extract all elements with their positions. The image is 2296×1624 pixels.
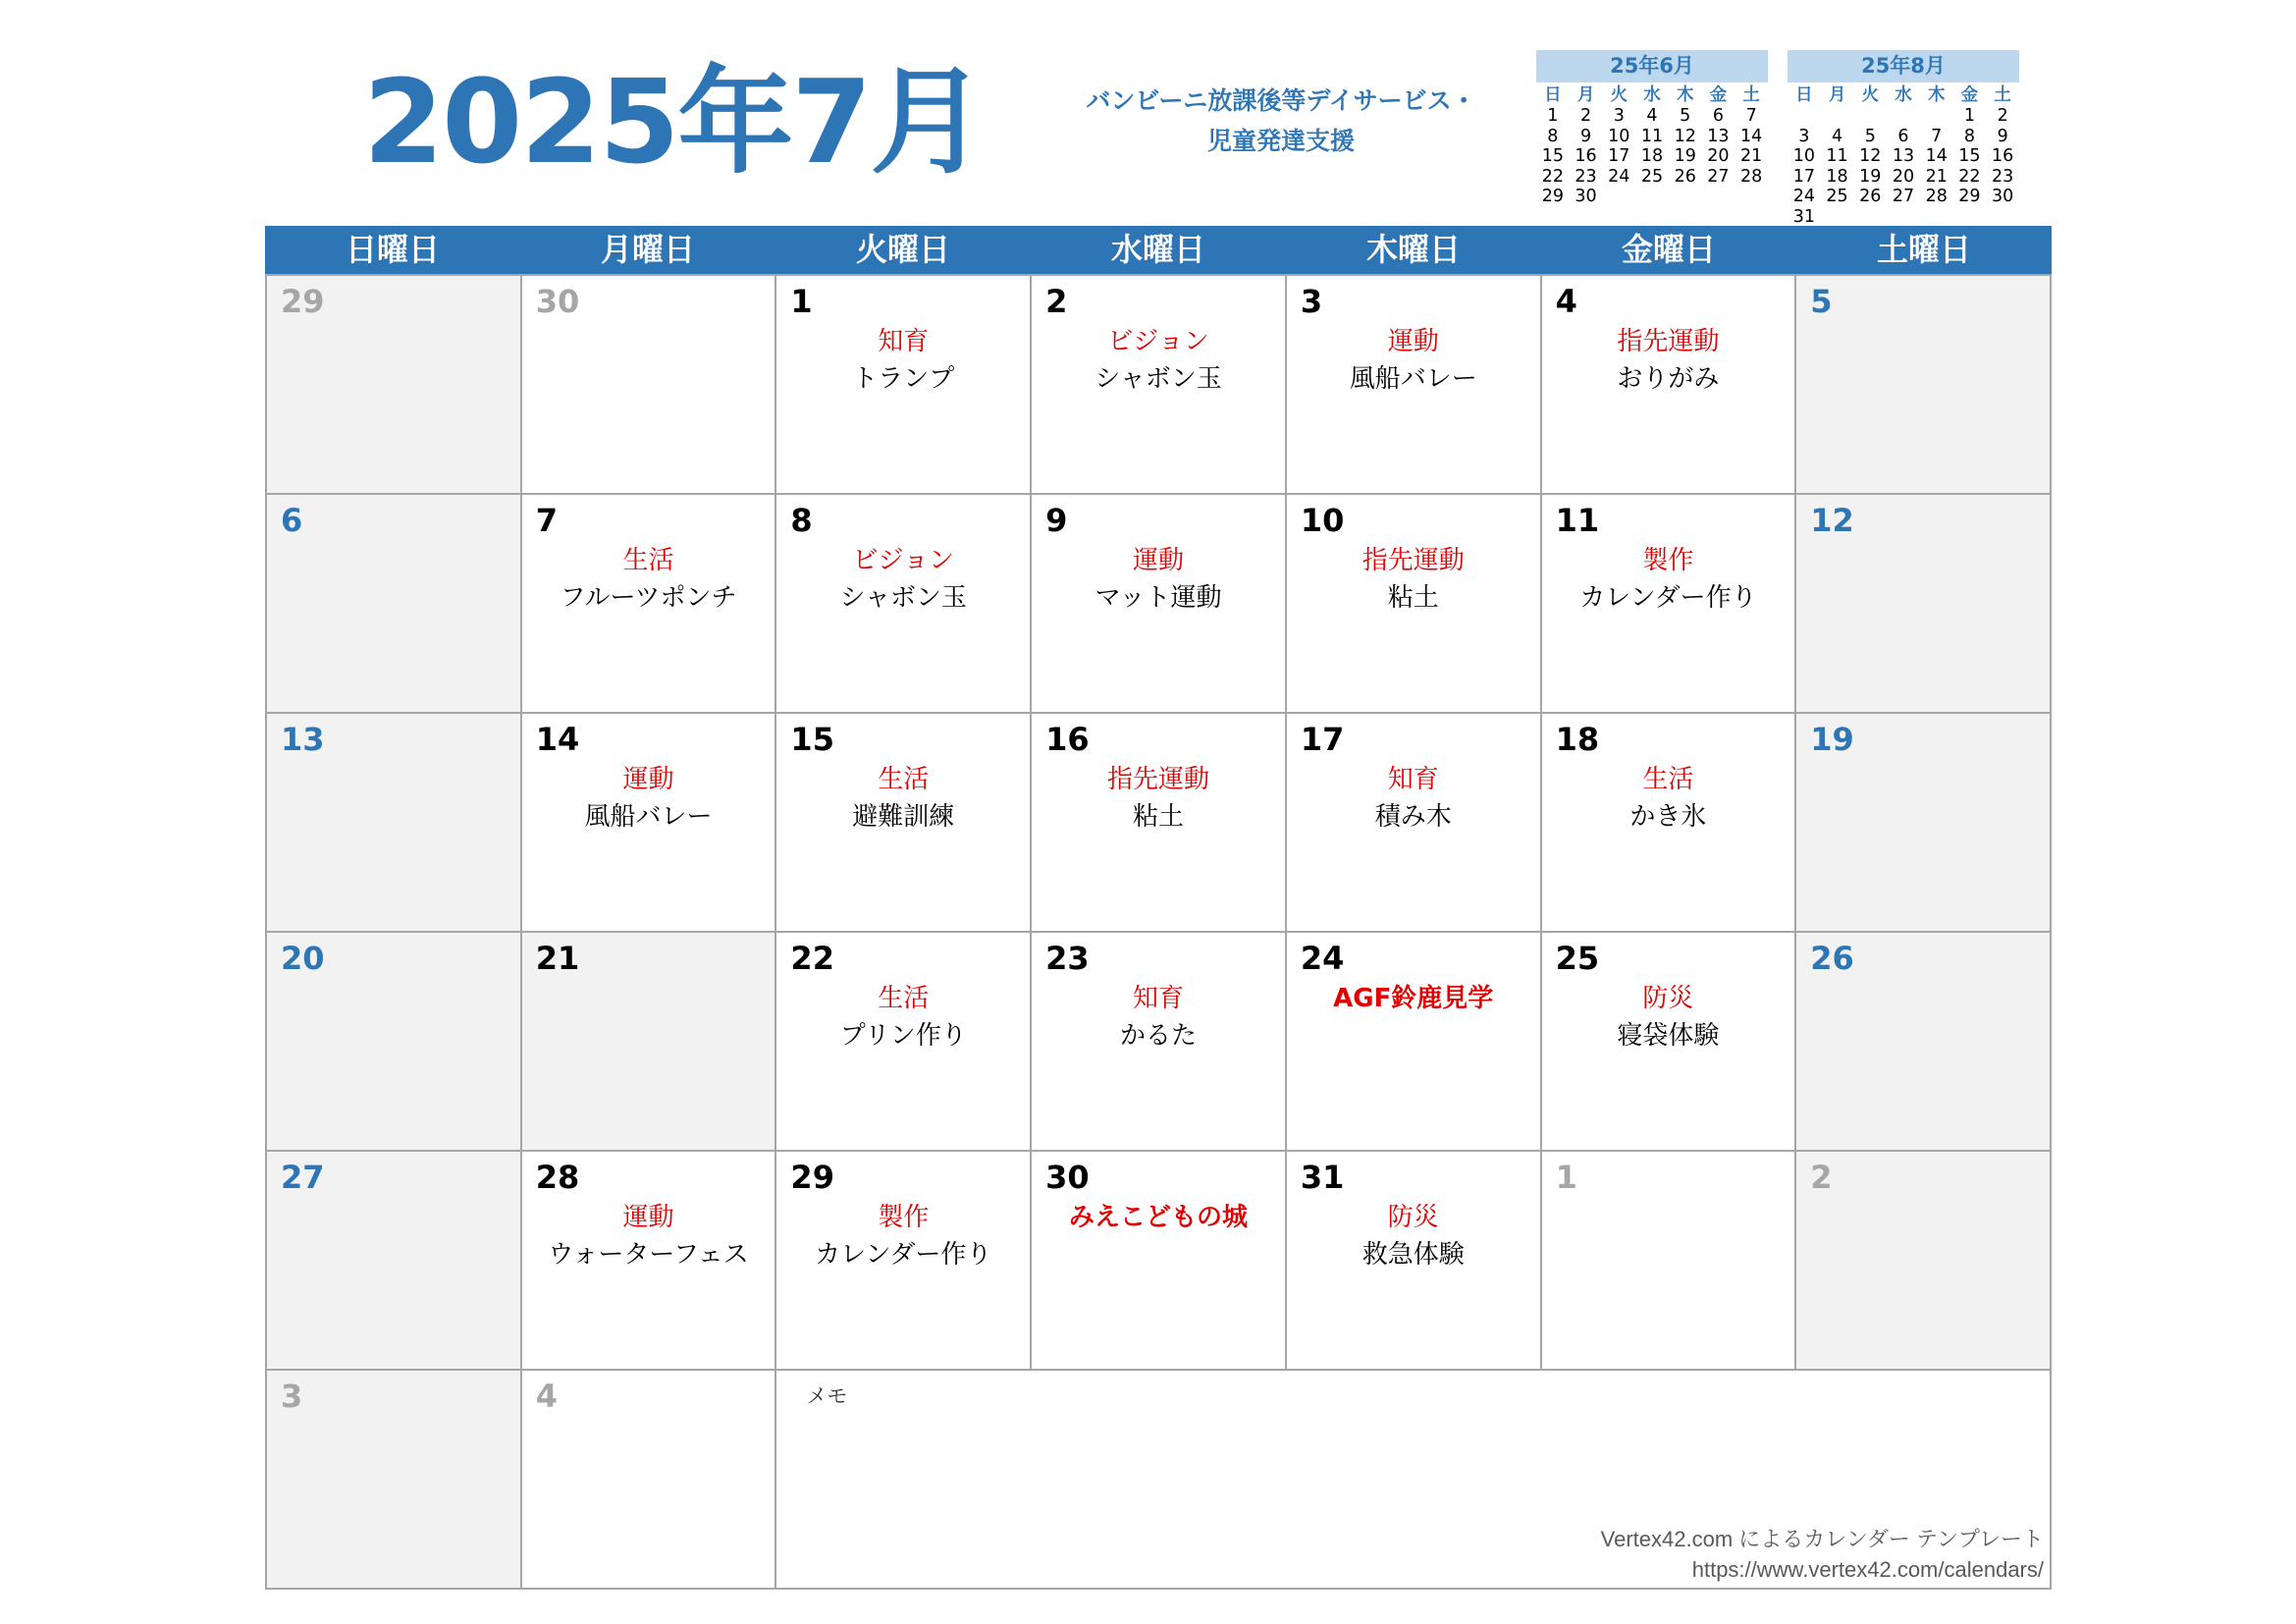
- day-cell[interactable]: [1796, 276, 2052, 495]
- mini-day: 11: [1640, 126, 1664, 146]
- event-category: 知育: [878, 327, 930, 356]
- mini-day: 28: [1740, 166, 1763, 187]
- template-credit: [1601, 1524, 2044, 1585]
- mini-weekday: 日: [1795, 85, 1813, 105]
- mini-day: 10: [1608, 126, 1630, 146]
- page-title: 2025年7月: [363, 54, 985, 189]
- event-category: 知育: [1132, 984, 1184, 1013]
- event-category: ビジョン: [1107, 327, 1209, 356]
- mini-day: 13: [1707, 126, 1730, 146]
- memo-area[interactable]: [776, 1371, 2052, 1590]
- day-cell[interactable]: [522, 495, 777, 714]
- mini-day: 7: [1931, 126, 1943, 146]
- mini-day: 3: [1798, 126, 1810, 146]
- mini-day: [1986, 207, 2019, 228]
- day-cell[interactable]: [522, 714, 777, 933]
- day-number: 20: [281, 940, 325, 977]
- mini-day: 8: [1547, 126, 1559, 146]
- mini-day: 14: [1740, 126, 1763, 146]
- mini-weekday: 金: [1709, 85, 1728, 105]
- day-number: 7: [535, 502, 558, 539]
- day-cell[interactable]: [1542, 495, 1797, 714]
- event-activity: 風船バレー: [1349, 364, 1477, 394]
- event-category: 製作: [878, 1203, 930, 1232]
- mini-calendar-title: 25年6月: [1536, 50, 1768, 82]
- mini-day: 29: [1958, 187, 1981, 206]
- event-category: ビジョン: [852, 546, 955, 575]
- event-activity: かるた: [1119, 1021, 1197, 1051]
- organization-name: [1070, 81, 1492, 161]
- day-cell[interactable]: [776, 714, 1032, 933]
- day-cell[interactable]: [1032, 276, 1287, 495]
- month-calendar: [265, 226, 2052, 1590]
- mini-day: 4: [1646, 106, 1658, 126]
- event-category: 運動: [622, 765, 674, 794]
- day-number: 19: [1810, 721, 1854, 758]
- mini-day: 19: [1859, 166, 1882, 187]
- mini-day: 20: [1892, 166, 1915, 187]
- mini-day: 3: [1613, 106, 1625, 126]
- day-cell[interactable]: [1287, 495, 1542, 714]
- mini-day: 23: [1575, 166, 1597, 187]
- mini-day: 15: [1541, 146, 1564, 166]
- day-number: 6: [281, 502, 303, 539]
- event-activity: 積み木: [1374, 802, 1452, 832]
- day-number: 31: [1300, 1159, 1345, 1196]
- credit-url[interactable]: https://www.vertex42.com/calendars/: [1691, 1557, 2044, 1582]
- mini-day: 27: [1892, 187, 1915, 206]
- day-cell[interactable]: [522, 933, 777, 1152]
- event-activity: おりがみ: [1617, 364, 1720, 394]
- day-cell[interactable]: [1542, 276, 1797, 495]
- mini-day: 21: [1925, 166, 1948, 187]
- day-number: 21: [535, 940, 580, 977]
- day-cell[interactable]: [1796, 933, 2052, 1152]
- mini-day: 6: [1897, 126, 1909, 146]
- mini-day: 9: [1579, 126, 1592, 146]
- mini-day: 18: [1826, 166, 1848, 187]
- day-number: 28: [535, 1159, 580, 1196]
- day-cell[interactable]: [776, 933, 1032, 1152]
- mini-day: 29: [1541, 187, 1564, 206]
- mini-day: 25: [1826, 187, 1848, 206]
- mini-day: 16: [1575, 146, 1597, 166]
- memo-label: メモ: [806, 1384, 848, 1408]
- mini-weekday: 木: [1676, 85, 1694, 105]
- day-cell[interactable]: [267, 495, 522, 714]
- day-cell[interactable]: [1287, 714, 1542, 933]
- mini-weekday: 月: [1828, 85, 1846, 105]
- day-number: 30: [535, 283, 580, 320]
- day-cell[interactable]: [267, 1371, 522, 1590]
- day-cell[interactable]: [1032, 933, 1287, 1152]
- mini-day: 5: [1680, 106, 1691, 126]
- day-cell[interactable]: [267, 276, 522, 495]
- mini-weekday: 土: [1994, 85, 2011, 105]
- day-number: 5: [1810, 283, 1833, 320]
- event-activity: シャボン玉: [839, 583, 968, 613]
- event-category: 生活: [1642, 765, 1694, 794]
- weekday-header: 火曜日: [855, 231, 950, 268]
- mini-weekday: 水: [1643, 85, 1661, 105]
- mini-day: 24: [1608, 166, 1630, 187]
- event-category: 製作: [1642, 546, 1694, 575]
- mini-day: 15: [1958, 146, 1981, 166]
- mini-day: [1669, 187, 1702, 207]
- mini-day: 27: [1707, 166, 1730, 187]
- day-number: 8: [790, 502, 813, 539]
- mini-day: 5: [1864, 126, 1876, 146]
- mini-day: 26: [1859, 187, 1882, 206]
- day-cell[interactable]: [1542, 933, 1797, 1152]
- day-number: 27: [281, 1159, 325, 1196]
- mini-day: [1821, 207, 1854, 228]
- event-activity: かき氷: [1629, 802, 1707, 832]
- event-activity: 救急体験: [1362, 1240, 1465, 1270]
- day-number: 22: [790, 940, 834, 977]
- event-category: 指先運動: [1362, 546, 1465, 575]
- event-category: みえこどもの城: [1068, 1203, 1248, 1232]
- event-activity: 粘土: [1132, 802, 1184, 832]
- day-number: 4: [1555, 283, 1577, 320]
- day-grid: [265, 274, 2052, 1590]
- mini-day: [1788, 106, 1821, 127]
- day-cell[interactable]: [776, 276, 1032, 495]
- weekday-header: 土曜日: [1876, 231, 1971, 268]
- event-category: 生活: [622, 546, 674, 575]
- mini-day: [1920, 106, 1953, 127]
- day-number: 2: [1810, 1159, 1833, 1196]
- mini-day: 16: [1992, 146, 2014, 166]
- event-category: 運動: [1132, 546, 1184, 575]
- weekday-header: 木曜日: [1365, 231, 1461, 268]
- mini-day: [1821, 106, 1854, 127]
- day-number: 25: [1555, 940, 1600, 977]
- mini-weekday: 木: [1927, 85, 1946, 105]
- event-activity: 粘土: [1387, 583, 1439, 613]
- mini-day: 4: [1831, 126, 1843, 146]
- day-cell[interactable]: [776, 1152, 1032, 1371]
- day-number: 9: [1045, 502, 1068, 539]
- day-cell[interactable]: [1287, 933, 1542, 1152]
- event-category: 運動: [1387, 327, 1439, 356]
- mini-day: 31: [1792, 206, 1815, 227]
- mini-day: 28: [1925, 187, 1948, 206]
- mini-day: [1887, 207, 1920, 228]
- mini-day: 14: [1925, 146, 1948, 166]
- day-number: 1: [1555, 1159, 1577, 1196]
- day-number: 2: [1045, 283, 1068, 320]
- event-activity: マット運動: [1095, 583, 1222, 613]
- mini-day: 8: [1963, 126, 1975, 146]
- event-activity: カレンダー作り: [815, 1240, 992, 1270]
- mini-day: [1635, 187, 1669, 207]
- mini-day: 1: [1963, 106, 1975, 126]
- mini-day: 23: [1992, 166, 2014, 187]
- event-category: 指先運動: [1106, 765, 1209, 794]
- day-number: 29: [281, 283, 325, 320]
- event-category: 指先運動: [1617, 327, 1720, 356]
- day-cell[interactable]: [1032, 1152, 1287, 1371]
- mini-day: 1: [1547, 106, 1559, 126]
- day-cell[interactable]: [1542, 714, 1797, 933]
- event-category: 生活: [878, 765, 930, 794]
- day-number: 11: [1555, 502, 1600, 539]
- event-category: 生活: [878, 984, 930, 1013]
- mini-weekday: 金: [1960, 85, 1979, 105]
- mini-day: 18: [1640, 146, 1664, 166]
- mini-day: 22: [1541, 166, 1564, 187]
- mini-calendar-grid: [1536, 84, 1768, 207]
- mini-day: 26: [1674, 166, 1696, 187]
- day-number: 13: [281, 721, 325, 758]
- event-category: 知育: [1387, 765, 1439, 794]
- mini-weekday: 日: [1544, 85, 1562, 105]
- mini-day: 6: [1712, 106, 1724, 126]
- mini-calendar-next: [1788, 50, 2019, 227]
- day-number: 14: [535, 721, 580, 758]
- day-number: 18: [1555, 721, 1600, 758]
- event-activity: 避難訓練: [852, 802, 955, 832]
- mini-weekday: 水: [1895, 85, 1912, 105]
- mini-day: 20: [1707, 146, 1730, 166]
- mini-day: 13: [1892, 146, 1915, 166]
- mini-day: 19: [1674, 146, 1696, 166]
- day-cell[interactable]: [1287, 1152, 1542, 1371]
- mini-day: 25: [1640, 166, 1664, 187]
- mini-weekday: 月: [1576, 85, 1595, 105]
- day-number: 3: [281, 1378, 303, 1415]
- mini-day: [1702, 187, 1735, 207]
- event-category: AGF鈴鹿見学: [1333, 984, 1494, 1013]
- event-category: 防災: [1642, 984, 1694, 1013]
- mini-weekday: 土: [1742, 85, 1760, 105]
- day-number: 16: [1045, 721, 1090, 758]
- mini-day: 12: [1674, 126, 1696, 146]
- event-activity: 風船バレー: [584, 802, 713, 832]
- day-cell[interactable]: [1796, 714, 2052, 933]
- event-activity: 寝袋体験: [1617, 1021, 1720, 1051]
- day-number: 1: [790, 283, 813, 320]
- day-cell[interactable]: [267, 933, 522, 1152]
- day-number: 23: [1045, 940, 1090, 977]
- mini-day: 21: [1740, 146, 1763, 166]
- mini-day: [1853, 106, 1887, 127]
- organization-name-line-2: 児童発達支援: [1206, 127, 1355, 155]
- weekday-header: 日曜日: [345, 231, 440, 268]
- event-category: 運動: [622, 1203, 674, 1232]
- day-number: 17: [1300, 721, 1345, 758]
- day-cell[interactable]: [776, 495, 1032, 714]
- day-cell[interactable]: [522, 1371, 777, 1590]
- mini-weekday: 火: [1610, 85, 1629, 105]
- weekday-header: 月曜日: [600, 231, 695, 268]
- day-cell[interactable]: [522, 1152, 777, 1371]
- day-cell[interactable]: [1287, 276, 1542, 495]
- day-cell[interactable]: [1032, 495, 1287, 714]
- day-cell[interactable]: [1032, 714, 1287, 933]
- day-number: 12: [1810, 502, 1854, 539]
- weekday-header-row: [265, 226, 2052, 274]
- event-activity: フルーツポンチ: [560, 583, 737, 613]
- mini-day: 12: [1859, 146, 1882, 166]
- mini-day: 10: [1792, 146, 1815, 166]
- mini-day: 11: [1826, 146, 1848, 166]
- credit-line: Vertex42.com によるカレンダー テンプレート: [1600, 1527, 2044, 1551]
- mini-calendar-grid: [1788, 84, 2019, 227]
- weekday-header: 水曜日: [1110, 231, 1205, 268]
- day-number: 15: [790, 721, 834, 758]
- day-cell[interactable]: [1542, 1152, 1797, 1371]
- day-cell[interactable]: [1796, 495, 2052, 714]
- event-activity: プリン作り: [839, 1021, 967, 1051]
- organization-name-line-1: バンビーニ放課後等デイサービス・: [1086, 86, 1476, 115]
- day-number: 29: [790, 1159, 834, 1196]
- mini-day: 30: [1992, 187, 2014, 206]
- mini-day: [1887, 106, 1920, 127]
- mini-day: [1920, 207, 1953, 228]
- day-number: 24: [1300, 940, 1345, 977]
- day-cell[interactable]: [267, 714, 522, 933]
- day-number: 30: [1045, 1159, 1090, 1196]
- mini-day: 30: [1575, 187, 1597, 206]
- mini-day: 7: [1745, 106, 1757, 126]
- mini-day: 22: [1958, 166, 1981, 187]
- event-category: 防災: [1387, 1203, 1439, 1232]
- mini-weekday: 火: [1861, 85, 1880, 105]
- event-activity: カレンダー作り: [1579, 583, 1757, 613]
- day-number: 4: [535, 1378, 558, 1415]
- mini-day: [1953, 207, 1987, 228]
- mini-day: 2: [1997, 106, 2008, 126]
- mini-calendar-prev: [1536, 50, 1768, 207]
- event-activity: シャボン玉: [1095, 364, 1222, 394]
- mini-calendar-title: 25年8月: [1788, 50, 2019, 82]
- day-number: 3: [1300, 283, 1323, 320]
- day-cell[interactable]: [267, 1152, 522, 1371]
- mini-day: 9: [1997, 126, 2008, 146]
- mini-day: [1735, 187, 1768, 207]
- mini-day: [1853, 207, 1887, 228]
- day-number: 26: [1810, 940, 1854, 977]
- day-number: 10: [1300, 502, 1345, 539]
- event-activity: トランプ: [852, 364, 955, 394]
- weekday-header: 金曜日: [1621, 231, 1716, 268]
- mini-day: [1602, 187, 1635, 207]
- mini-day: 17: [1608, 146, 1630, 166]
- mini-day: 2: [1579, 106, 1592, 126]
- day-cell[interactable]: [522, 276, 777, 495]
- day-cell[interactable]: [1796, 1152, 2052, 1371]
- mini-day: 17: [1792, 166, 1815, 187]
- mini-day: 24: [1792, 187, 1815, 206]
- event-activity: ウォーターフェス: [548, 1240, 749, 1270]
